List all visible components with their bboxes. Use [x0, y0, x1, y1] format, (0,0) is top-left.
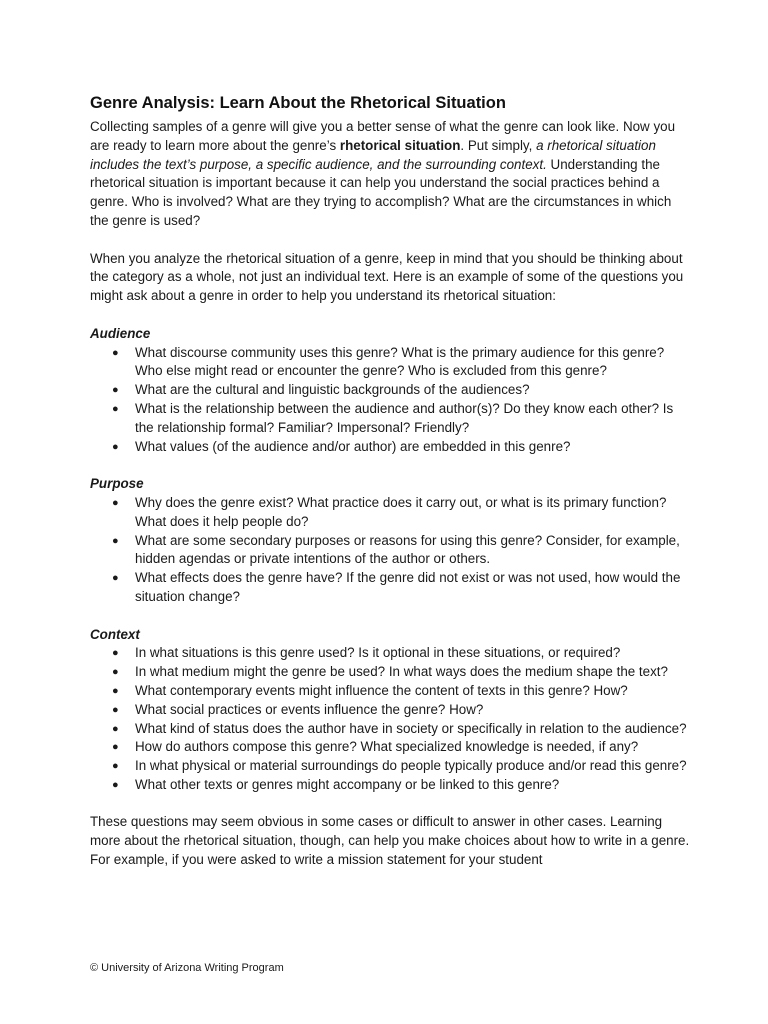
intro-text-2: . Put simply,	[460, 137, 537, 153]
purpose-heading: Purpose	[90, 476, 144, 492]
list-item-text: How do authors compose this genre? What specialized knowledge is needed, if any?	[135, 739, 639, 755]
list-item	[90, 494, 690, 532]
bullet-icon: ●	[112, 496, 119, 509]
bullet-icon: ●	[112, 647, 119, 660]
list-item	[90, 663, 690, 682]
bullet-icon: ●	[112, 384, 119, 397]
list-item	[90, 569, 690, 607]
list-item	[90, 438, 690, 457]
list-item	[90, 776, 690, 795]
list-item-text: What social practices or events influence the genre? How?	[135, 701, 484, 717]
audience-list	[90, 344, 690, 457]
intro-text-3: Understanding the rhetorical situation is important because it can help you understand the social practices behind a genre. Who is involved? What are they trying to accomplish? What are the circumstances in which the genre is used?	[90, 156, 672, 228]
bullet-icon: ●	[112, 703, 119, 716]
list-item	[90, 701, 690, 720]
list-item	[90, 757, 690, 776]
bullet-icon: ●	[112, 346, 119, 359]
list-item	[90, 682, 690, 701]
list-item-text: What effects does the genre have? If the genre did not exist or was not used, how would the situation change?	[135, 570, 681, 604]
list-item-text: In what situations is this genre used? Is it optional in these situations, or required?	[135, 645, 621, 661]
spacer	[90, 795, 690, 814]
bullet-icon: ●	[112, 402, 119, 415]
footer-copyright: © University of Arizona Writing Program	[90, 962, 284, 974]
intro-bold-term: rhetorical situation	[339, 137, 461, 153]
context-list	[90, 644, 690, 794]
spacer	[90, 607, 690, 626]
analysis-paragraph: When you analyze the rhetorical situation of a genre, keep in mind that you should be thinking about the category as a whole, not just an individual text. Here is an example of some of the questions you might ask about a genre in order to help you understand its rhetorical situation:	[90, 250, 684, 304]
list-item-text: What discourse community uses this genre? What is the primary audience for this genre? Who else might read or encounter the genre? Who is excluded from this genre?	[135, 344, 665, 379]
purpose-list	[90, 494, 690, 607]
list-item-text: Why does the genre exist? What practice does it carry out, or what is its primary function? What does it help people do?	[135, 494, 667, 529]
bullet-icon: ●	[112, 572, 119, 585]
list-item-text: In what medium might the genre be used? In what ways does the medium shape the text?	[135, 664, 668, 680]
list-item	[90, 344, 690, 382]
document-page	[90, 92, 690, 870]
bullet-icon: ●	[112, 741, 119, 754]
intro-italic-definition: a rhetorical situation includes the text’s purpose, a specific audience, and the surrounding context.	[90, 137, 656, 172]
spacer	[90, 306, 690, 325]
list-item	[90, 381, 690, 400]
spacer	[90, 231, 690, 250]
context-heading: Context	[90, 626, 140, 642]
list-item-text: What kind of status does the author have in society or specifically in relation to the audience?	[135, 720, 687, 736]
bullet-icon: ●	[112, 440, 119, 453]
intro-text-1: Collecting samples of a genre will give you a better sense of what the genre can look like. Now you are ready to learn more about the genre’s	[90, 119, 676, 153]
bullet-icon: ●	[112, 760, 119, 773]
list-item	[90, 738, 690, 757]
bullet-icon: ●	[112, 722, 119, 735]
list-item-text: In what physical or material surroundings do people typically produce and/or read this genre?	[135, 758, 687, 774]
list-item-text: What other texts or genres might accompany or be linked to this genre?	[135, 776, 560, 792]
list-item-text: What are some secondary purposes or reasons for using this genre? Consider, for example, hidden agendas or private intentions of the author or others.	[135, 532, 680, 567]
list-item	[90, 532, 690, 570]
page-title: Genre Analysis: Learn About the Rhetorical Situation	[90, 94, 506, 112]
intro-paragraph	[90, 118, 690, 231]
bullet-icon: ●	[112, 666, 119, 679]
audience-heading: Audience	[90, 325, 151, 341]
bullet-icon: ●	[112, 684, 119, 697]
bullet-icon: ●	[112, 778, 119, 791]
list-item-text: What is the relationship between the audience and author(s)? Do they know each other? Is the relationship formal? Familiar? Impersonal? Friendly?	[135, 400, 674, 435]
list-item-text: What are the cultural and linguistic backgrounds of the audiences?	[135, 382, 530, 398]
spacer	[90, 456, 690, 475]
list-item	[90, 400, 690, 438]
list-item-text: What contemporary events might influence the content of texts in this genre? How?	[135, 682, 628, 698]
list-item	[90, 720, 690, 739]
closing-paragraph: These questions may seem obvious in some cases or difficult to answer in other cases. Learning more about the rhetorical situation, though, can help you make choices about how to write in a genre. For example, if you were asked to write a mission statement for your student	[90, 814, 690, 868]
list-item	[90, 644, 690, 663]
bullet-icon: ●	[112, 534, 119, 547]
list-item-text: What values (of the audience and/or author) are embedded in this genre?	[135, 438, 571, 454]
